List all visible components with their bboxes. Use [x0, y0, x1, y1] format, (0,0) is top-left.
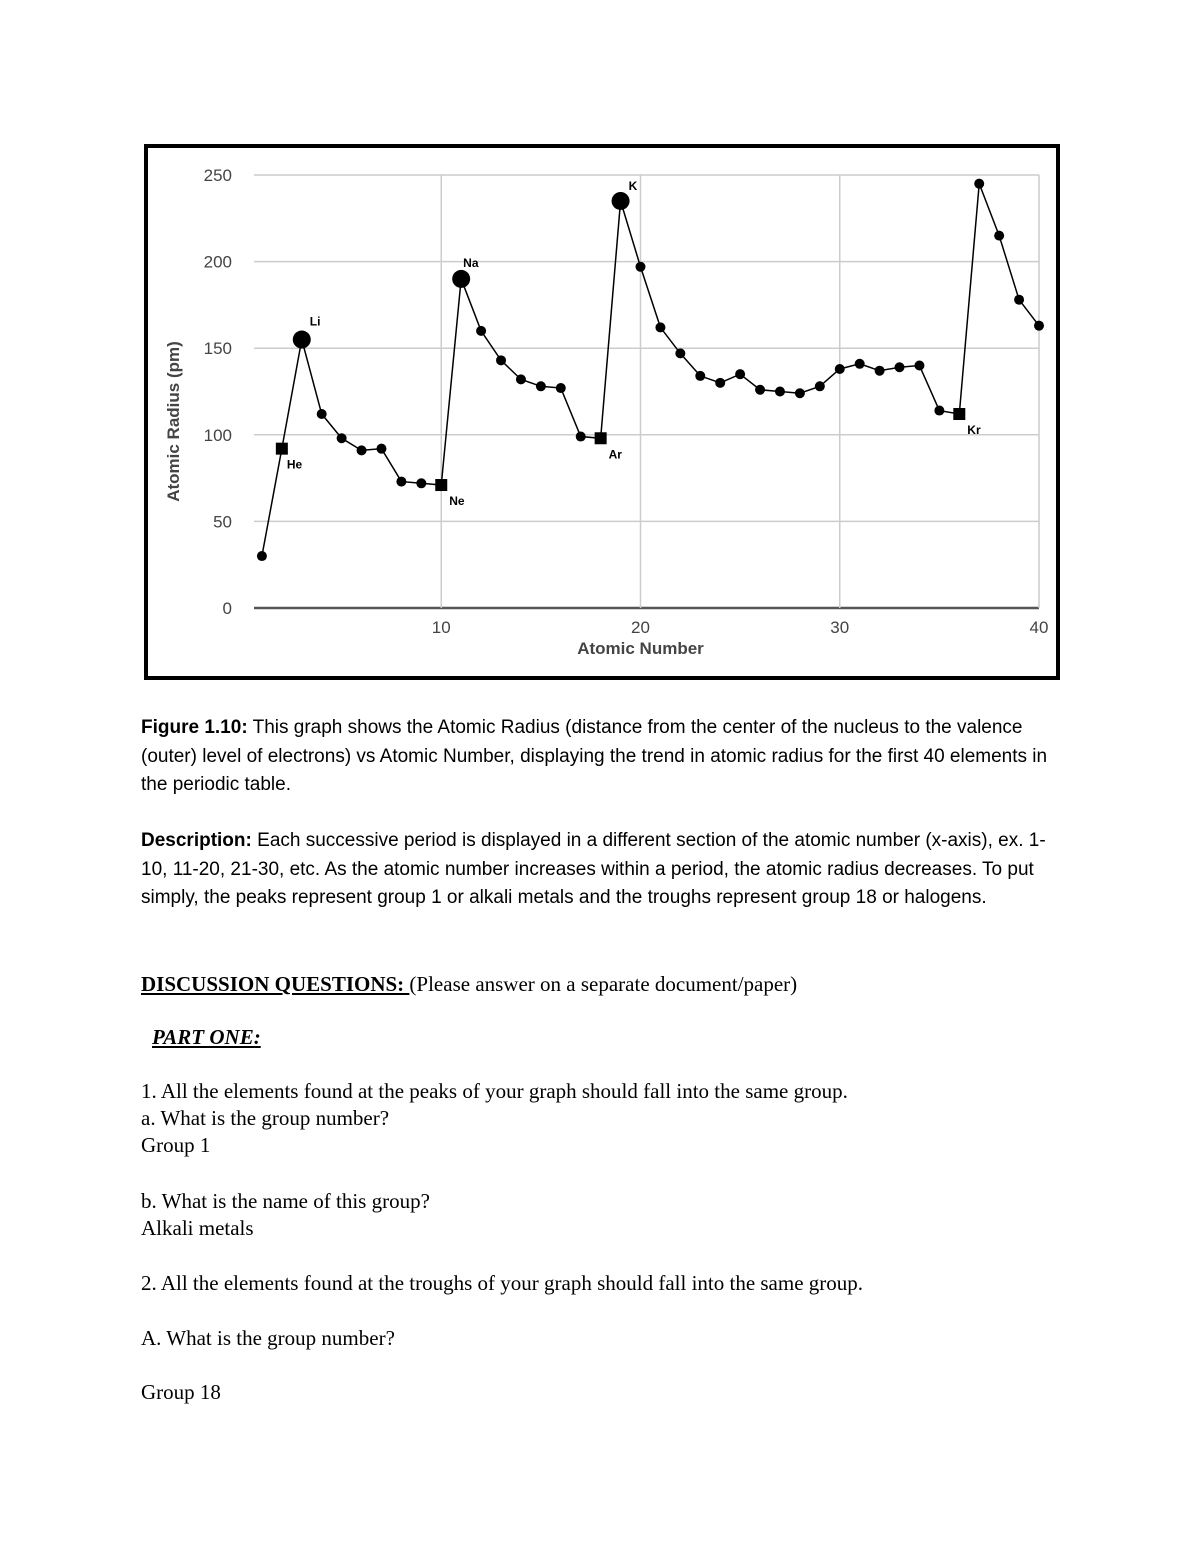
data-point	[556, 383, 566, 393]
data-point	[695, 371, 705, 381]
data-point	[476, 326, 486, 336]
data-point	[337, 433, 347, 443]
question-1	[141, 1078, 1071, 1159]
data-point	[655, 322, 665, 332]
data-point	[496, 355, 506, 365]
data-point	[715, 378, 725, 388]
data-point	[612, 192, 630, 210]
data-point	[855, 359, 865, 369]
atomic-radius-chart	[144, 144, 1060, 680]
data-point	[1014, 295, 1024, 305]
data-point	[815, 381, 825, 391]
point-label: Ne	[449, 494, 465, 509]
question-1b-answer: Alkali metals	[141, 1216, 254, 1240]
data-point	[775, 387, 785, 397]
data-point	[1034, 321, 1044, 331]
data-point	[276, 443, 288, 455]
figure-label: Figure 1.10:	[141, 717, 248, 738]
part-one-heading-line	[152, 1024, 1082, 1051]
data-point	[795, 388, 805, 398]
y-tick-label: 150	[203, 339, 232, 359]
data-point	[317, 409, 327, 419]
question-1a-answer: Group 1	[141, 1133, 211, 1157]
point-label: Kr	[967, 423, 981, 438]
figure-caption-text: This graph shows the Atomic Radius (distance from the center of the nucleus to the valence (outer) level of electrons) vs Atomic Number, displaying the trend in atomic radius for the first 40 elements in the periodic table.	[141, 717, 1048, 795]
data-point	[595, 432, 607, 444]
data-point	[675, 348, 685, 358]
description-label: Description:	[141, 830, 252, 851]
part-one-heading: PART ONE:	[152, 1025, 261, 1049]
data-point	[875, 366, 885, 376]
y-tick-label: 250	[203, 166, 232, 185]
data-point	[953, 408, 965, 420]
point-label: Li	[309, 314, 321, 329]
question-2a-answer: Group 18	[141, 1380, 221, 1404]
data-point	[974, 179, 984, 189]
data-point	[914, 361, 924, 371]
description-paragraph	[141, 827, 1071, 913]
point-label: K	[628, 178, 638, 193]
data-point	[895, 362, 905, 372]
data-point	[755, 385, 765, 395]
discussion-heading-line	[141, 971, 1071, 998]
y-tick-label: 200	[203, 252, 232, 272]
point-label: He	[286, 457, 303, 472]
question-2a-prompt: A. What is the group number?	[141, 1326, 395, 1350]
question-2-prompt: 2. All the elements found at the troughs of your graph should fall into the same group.	[141, 1271, 864, 1295]
x-tick-label: 10	[431, 618, 451, 637]
question-1b	[141, 1188, 1071, 1242]
x-tick-label: 20	[631, 618, 650, 637]
question-1-prompt: 1. All the elements found at the peaks of your graph should fall into the same group.	[141, 1079, 848, 1103]
point-label: Ar	[608, 447, 622, 462]
series-line	[262, 184, 1039, 556]
y-tick-label: 100	[203, 425, 232, 445]
data-point	[452, 270, 470, 288]
x-axis-title: Atomic Number	[577, 639, 704, 658]
data-point	[376, 444, 386, 454]
data-point	[435, 479, 447, 491]
point-label: Na	[463, 255, 479, 270]
question-1a-prompt: a. What is the group number?	[141, 1106, 390, 1130]
y-tick-label: 50	[213, 512, 232, 532]
discussion-heading: DISCUSSION QUESTIONS:	[141, 972, 410, 996]
data-point	[257, 551, 267, 561]
y-axis-title: Atomic Radius (pm)	[164, 341, 183, 502]
data-point	[357, 445, 367, 455]
description-text: Each successive period is displayed in a different section of the atomic number (x-axis), ex. 1-10, 11-20, 21-30, etc. As the atomic number increases within a period, the atomic radius decreases. To put simply, the peaks represent group 1 or alkali metals and the troughs represent group 18 or halogens.	[141, 830, 1046, 908]
x-tick-label: 30	[830, 618, 850, 637]
data-point	[835, 364, 845, 374]
data-point	[735, 369, 745, 379]
data-point	[416, 478, 426, 488]
data-point	[516, 374, 526, 384]
data-point	[536, 381, 546, 391]
chart-svg	[148, 148, 1056, 676]
data-point	[396, 477, 406, 487]
x-tick-label: 40	[1029, 618, 1049, 637]
discussion-note: (Please answer on a separate document/paper)	[409, 972, 798, 996]
data-point	[636, 262, 646, 272]
y-tick-label: 0	[222, 599, 232, 618]
data-point	[576, 432, 586, 442]
data-point	[934, 406, 944, 416]
data-point	[994, 231, 1004, 241]
data-point	[293, 331, 311, 349]
question-1b-prompt: b. What is the name of this group?	[141, 1189, 430, 1213]
figure-caption	[141, 714, 1071, 800]
